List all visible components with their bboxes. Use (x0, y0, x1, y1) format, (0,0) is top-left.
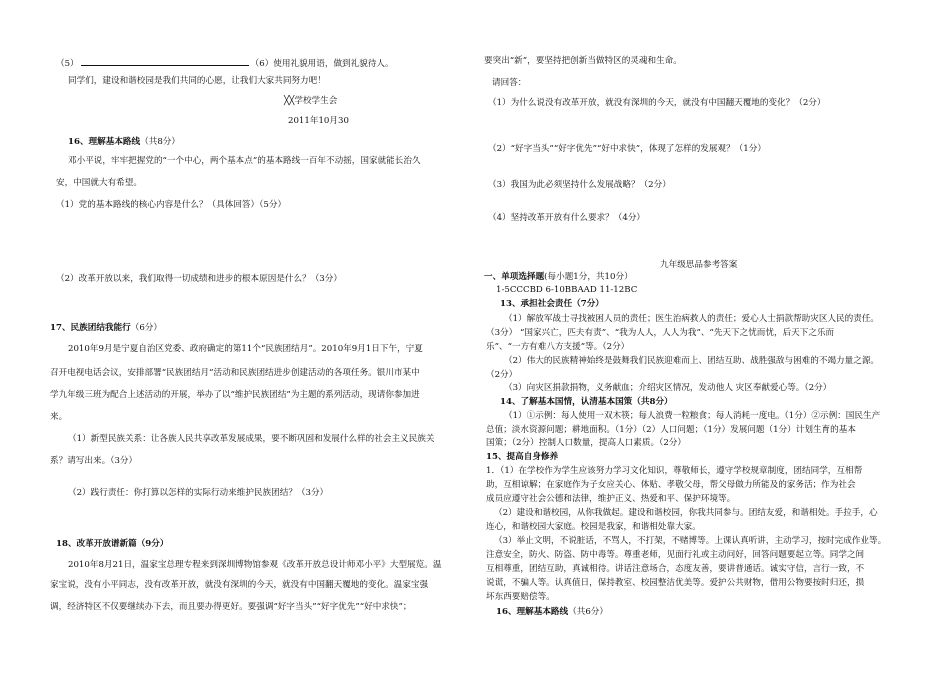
item-5-prefix: （5） (56, 59, 79, 69)
q18-text-1: 2010年8月21日，温家宝总理专程来到深圳博物馆参观《改革开放总设计师邓小平》大型展览。温 (68, 560, 442, 570)
a15-1c: 成员应遵守社会公德和法律，维护正义、热爱和平、保护环境等。 (486, 494, 736, 504)
a15-3d: 说谎，不骗人等。认真值日，保持教室、校园整洁优美等。爱护公共财物，借用公物要按时归还，损 (486, 578, 865, 588)
a13-1a: （1）解放军战士寻找被困人员的责任；医生治病救人的责任；爱心人士捐款帮助灾区人民的责任。 (504, 314, 880, 324)
a15-2b: 连心，和谐校园大家庭。校园是我家，和谐相处靠大家。 (486, 522, 701, 532)
a14-1a: （1）①示例：每人使用一双木筷；每人浪费一粒粮食；每人消耗一度电。（1分）②示例：国民生产 (504, 411, 881, 421)
a15-1a: 1．（1）在学校作为学生应该努力学习文化知识，尊敬师长，遵守学校规章制度，团结同学，互相帮 (486, 466, 863, 476)
a13-1c: 乐”、“一方有难八方支援”等。（2分） (486, 342, 630, 352)
q17-question-2: （2）践行责任：你打算以怎样的实际行动来维护民族团结？（3分） (68, 488, 329, 498)
q18-text-cont: 要突出“新”，要坚持把创新当做特区的灵魂和生命。 (484, 56, 682, 66)
q17-text-1: 2010年9月是宁夏自治区党委、政府确定的第11个“民族团结月”。2010年9月1日下午，宁夏 (68, 344, 423, 354)
a13-1b: （3分） “国家兴亡，匹夫有责”、“我为人人，人人为我”、“先天下之忧而忧，后天下之乐而 (486, 328, 835, 338)
q16-question-1: （1）党的基本路线的核心内容是什么？（具体回答）（5分） (56, 200, 287, 210)
a16-title: 16、理解基本路线 (496, 607, 569, 617)
a14-1b: 总值；淡水资源问题；耕地面积。（1分）（2）人口问题；（1分）发展问题（1分）计划生育的基本 (486, 425, 856, 435)
q16-text-1: 邓小平说，牢牢把握党的“一个中心，两个基本点”的基本路线一百年不动摇，国家就能长治久 (68, 156, 421, 166)
date: 2011年10月30 (288, 116, 349, 126)
a15-2a: （2）建设和谐校园，从你我做起。建设和谐校园，你我共同参与。团结友爱，和谐相处。手拉手，心 (494, 508, 878, 518)
q18-question-3: （3）我国为此必须坚持什么发展战略？（2分） (488, 180, 671, 190)
item-5-line (56, 56, 394, 70)
a15-title: 15、提高自身修养 (486, 452, 559, 462)
q17-heading (50, 323, 162, 334)
answer-key-title: 九年级思品参考答案 (660, 260, 738, 270)
a14-title: 14、了解基本国情，认清基本国策（共8分） (500, 397, 673, 407)
fill-blank-line[interactable] (81, 56, 249, 66)
a14-1c: 国策；（2分）控制人口数量，提高人口素质。（2分） (486, 438, 686, 448)
q17-text-4: 来。 (50, 412, 68, 422)
a15-3e: 坏东西要赔偿等。 (486, 592, 555, 602)
a16-heading (496, 607, 608, 618)
q17-question-1b: 系？请写出来。（3分） (50, 456, 138, 466)
a15-3b: 注意安全，防火、防盗、防中毒等。尊重老师，见面行礼或主动问好，回答问题要起立等。同学之间 (486, 550, 865, 560)
a15-1b: 助，互相谅解；在家庭作为子女应关心、体贴、孝敬父母，帮父母做力所能及的家务活；作为社会 (486, 480, 856, 490)
q16-text-2: 安，中国就大有希望。 (56, 178, 142, 188)
section1-heading (484, 272, 633, 283)
q18-title: 18、改革开放谱新篇（9分） (56, 539, 169, 549)
q18-text-3: 调，经济特区不仅要继续办下去，而且要办得更好。要强调“好字当头”“好字优先”“好中求快”； (50, 602, 412, 612)
a15-3a: （3）举止文明，不说脏话，不骂人，不打架，不赌博等。上课认真听讲，主动学习，按时完成作业等。 (494, 536, 887, 546)
a13-2b: （2分） (486, 370, 518, 380)
a16-score: （共6分） (568, 607, 608, 617)
q17-title: 17、民族团结我能行 (50, 323, 131, 333)
q18-question-2: （2）“好字当头”“好字优先”“好中求快”，体现了怎样的发展观？（1分） (488, 144, 766, 154)
q16-heading (68, 137, 180, 148)
signature: ╳╳学校学生会 (284, 96, 338, 106)
a13-3: （3）向灾区捐款捐物，义务献血；介绍灾区情况，发动他人 灾区奉献爱心等。（2分） (504, 383, 832, 393)
closing-text: 同学们，建设和谐校园是我们共同的心愿，让我们大家共同努力吧！ (68, 76, 326, 86)
q18-text-2: 家宝说，没有小平同志，没有改革开放，就没有深圳的今天，就没有中国翻天覆地的变化。温家宝强 (50, 580, 429, 590)
section1-score: (每小题1分，共10分） (544, 272, 633, 282)
q17-question-1a: （1）新型民族关系：让各族人民共享改革发展成果，要不断巩固和发展什么样的社会主义民族关 (68, 434, 435, 444)
q17-text-2: 召开电视电话会议，安排部署“民族团结月”活动和民族团结进步创建活动的各项任务。银川市某中 (50, 368, 420, 378)
a13-2a: （2）伟大的民族精神始终是鼓舞我们民族迎难而上、团结互助、战胜强敌与困难的不竭力量之源。 (504, 356, 880, 366)
section1-answers: 1-5CCCBD 6-10BBAAD 11-12BC (496, 285, 638, 295)
q18-question-1: （1）为什么说没有改革开放，就没有深圳的今天，就没有中国翻天覆地的变化？（2分） (488, 98, 826, 108)
q16-question-2: （2）改革开放以来，我们取得一切成绩和进步的根本原因是什么？（3分） (56, 274, 342, 284)
a13-title: 13、承担社会责任（7分） (500, 299, 604, 309)
item-6-text: （6）使用礼貌用语，做到礼貌待人。 (250, 59, 394, 69)
a15-3c: 互相尊重，团结互助，真诚相待。讲话注意场合，态度友善，要讲普通话。诚实守信，言行一致，不 (486, 564, 865, 574)
q18-question-4: （4）坚持改革开放有什么要求？（4分） (488, 213, 646, 223)
section1-title: 一、单项选择题 (484, 272, 545, 282)
q16-score: （共8分） (140, 137, 180, 147)
q17-score: （6分） (130, 323, 162, 333)
please-answer: 请回答： (492, 78, 527, 88)
q17-text-3: 学九年级三班为配合上述活动的开展，举办了以“维护民族团结”为主题的系列活动，现请你参加进 (50, 390, 420, 400)
q16-title: 16、理解基本路线 (68, 137, 141, 147)
